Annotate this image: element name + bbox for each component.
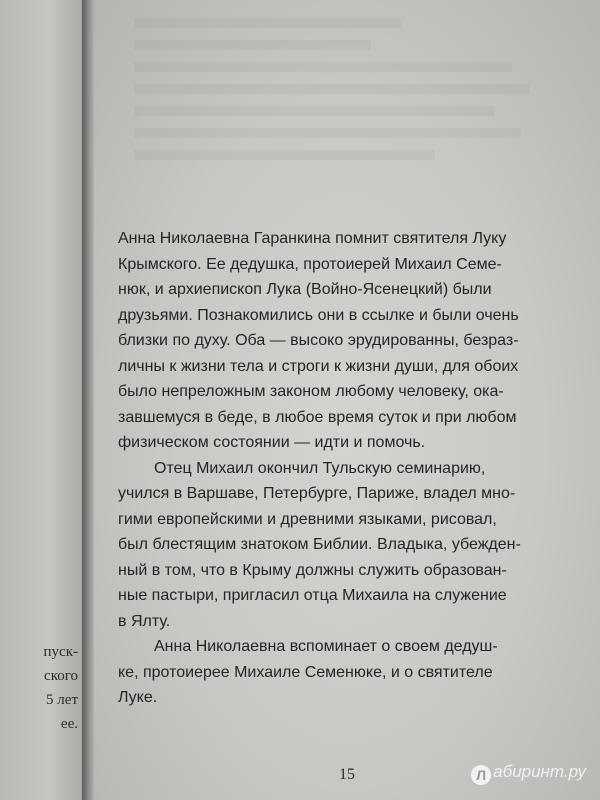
left-page-line: пуск- xyxy=(43,644,78,660)
paragraph-3 xyxy=(118,634,588,711)
left-page-line: 5 лет xyxy=(46,692,78,708)
paragraph-1 xyxy=(118,226,588,456)
text-line: Анна Николаевна Гаранкина помнит святителя Луку xyxy=(118,230,507,247)
page-number: 15 xyxy=(339,766,355,783)
left-page-line: ее. xyxy=(60,716,78,732)
watermark-text: абиринт.ру xyxy=(493,762,586,781)
text-line: физическом состоянии — идти и помочь. xyxy=(118,434,426,451)
text-line: личны к жизни тела и строги к жизни души, для обоих xyxy=(118,357,519,375)
main-text xyxy=(118,226,588,711)
labirint-logo-icon: Л xyxy=(471,765,491,785)
text-line: Крымского. Ее дедушка, протоиерей Михаил Семе- xyxy=(118,255,502,273)
paragraph-2 xyxy=(118,456,588,635)
text-line: друзьями. Познакомились они в ссылке и были очень xyxy=(118,306,519,324)
text-line: Анна Николаевна вспоминает о своем дедуш- xyxy=(154,638,498,655)
left-page xyxy=(0,0,84,800)
text-line: было непреложным законом любому человеку, ока- xyxy=(118,383,504,400)
text-line: завшемуся в беде, в любое время суток и при любом xyxy=(118,408,517,426)
text-line: ный в том, что в Крыму должны служить образован- xyxy=(118,561,507,579)
text-line: нюк, и архиепископ Лука (Войно-Ясенецкий) были xyxy=(118,281,492,298)
text-line: был блестящим знатоком Библии. Владыка, убежден- xyxy=(118,536,521,553)
text-line: в Ялту. xyxy=(118,612,171,630)
text-line: близки по духу. Оба — высоко эрудированны, безраз- xyxy=(118,332,519,349)
labirint-watermark xyxy=(471,762,586,785)
left-page-line: ского xyxy=(44,668,78,684)
text-line: ке, протоиерее Михаиле Семенюке, и о святителе xyxy=(118,663,493,681)
text-line: ные пастыри, пригласил отца Михаила на служение xyxy=(118,587,507,604)
text-line: Отец Михаил окончил Тульскую семинарию, xyxy=(154,459,486,477)
left-page-text xyxy=(44,640,78,736)
text-line: гими европейскими и древними языками, рисовал, xyxy=(118,510,497,528)
book-page xyxy=(94,0,600,800)
text-line: Луке. xyxy=(118,689,158,706)
bleed-through-text xyxy=(134,18,564,172)
text-line: учился в Варшаве, Петербурге, Париже, владел мно- xyxy=(118,485,516,502)
